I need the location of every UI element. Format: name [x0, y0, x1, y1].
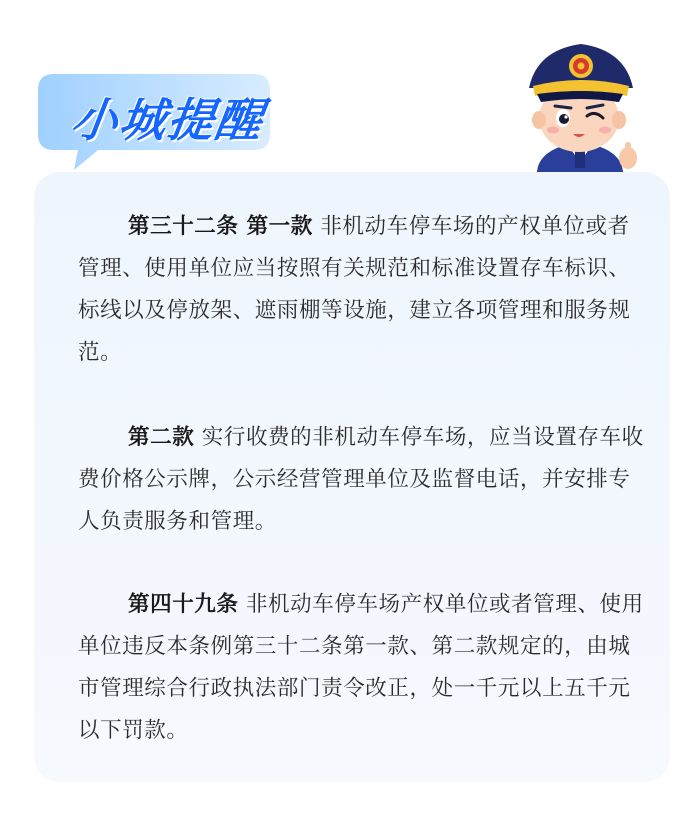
article-body: 实行收费的非机动车停车场，应当设置存车收费价格公示牌，公示经营管理单位及监督电话，并安排专人负责服务和管理。 [78, 425, 644, 534]
article-paragraph-1 [78, 206, 648, 374]
article-paragraph-2 [78, 417, 648, 543]
article-body: 非机动车停车场产权单位或者管理、使用单位违反本条例第三十二条第一款、第二款规定的，由城市管理综合行政执法部门责令改正，处一千元以上五千元以下罚款。 [78, 592, 644, 743]
traffic-police-mascot-icon [515, 30, 645, 172]
article-heading: 第二款 [128, 425, 195, 450]
article-heading: 第四十九条 [128, 592, 239, 617]
article-paragraph-3 [78, 584, 648, 752]
article-heading: 第三十二条 第一款 [128, 214, 313, 239]
page-title: 小城提醒 [67, 93, 268, 147]
article-body: 非机动车停车场的产权单位或者管理、使用单位应当按照有关规范和标准设置存车标识、标线以及停放架、遮雨棚等设施，建立各项管理和服务规范。 [78, 214, 631, 365]
